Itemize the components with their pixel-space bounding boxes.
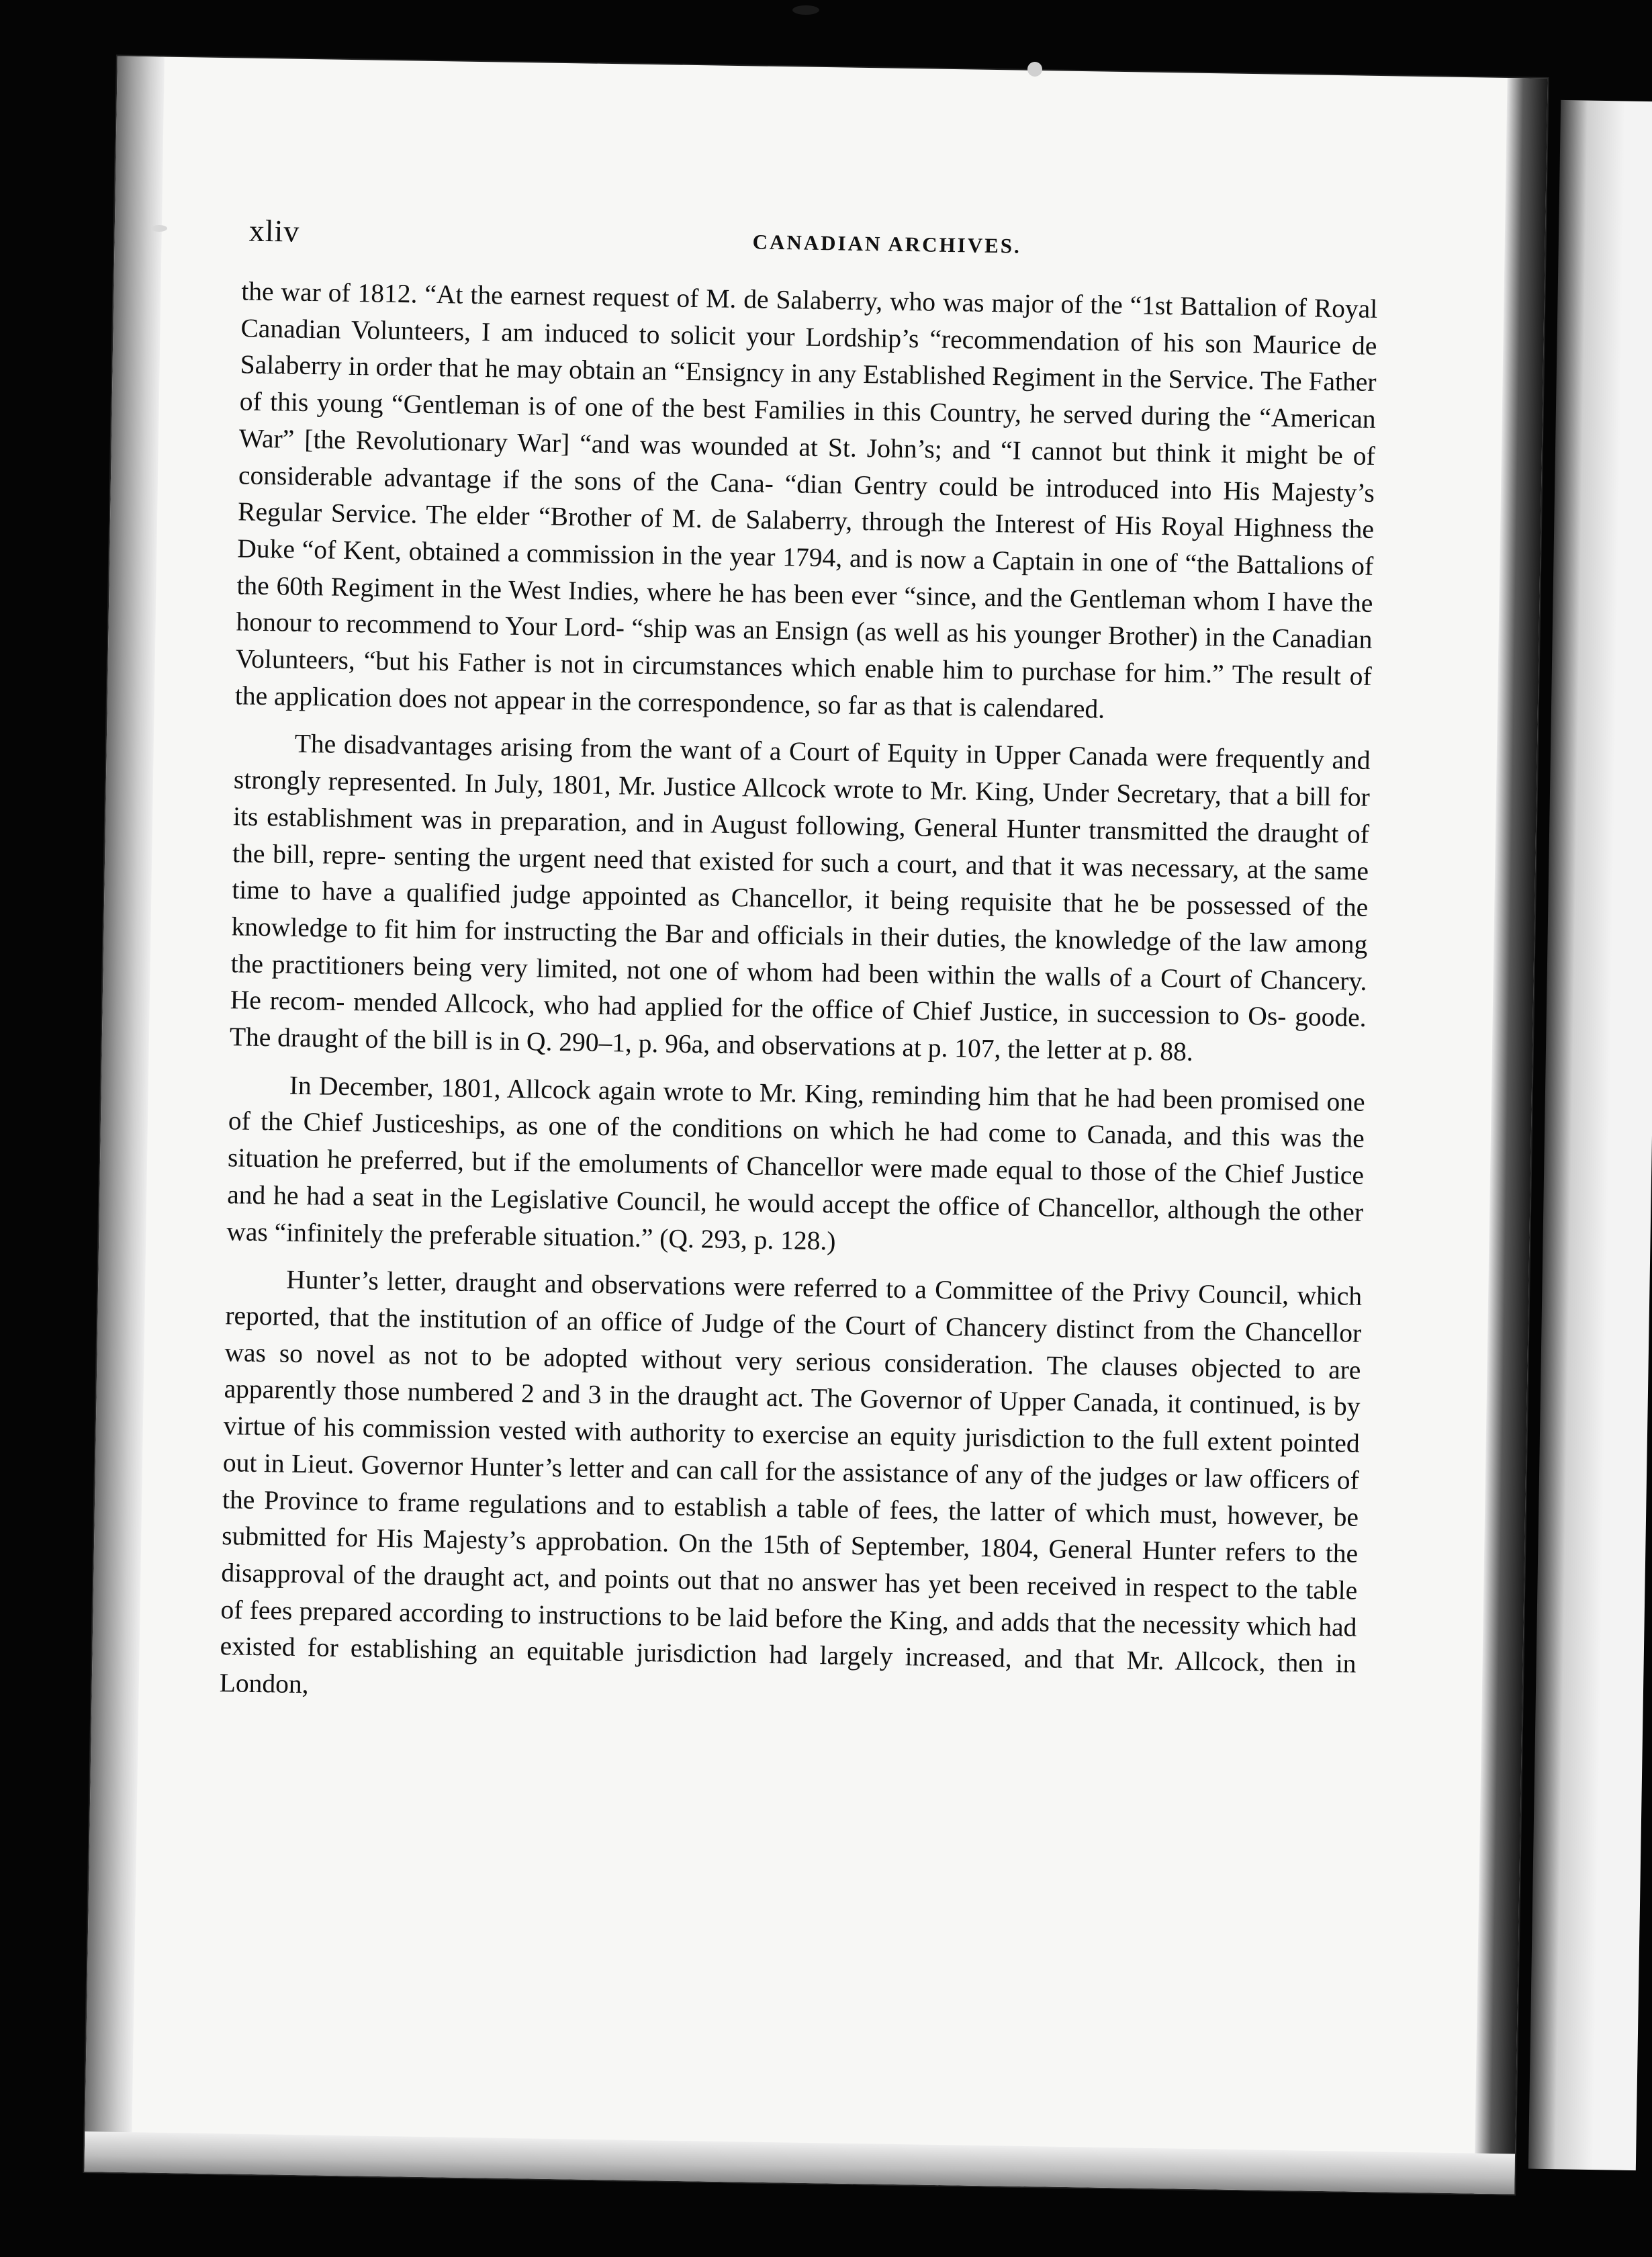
page-number: xliv — [248, 213, 300, 249]
running-head: CANADIAN ARCHIVES. — [752, 230, 1022, 258]
paragraph-court-of-equity: The disadvantages arising from the want of a Court of Equity in Upper Canada were frequently and strongly represented. In July, 1801, Mr. Justice Allcock wrote to Mr. King, Under Secretary, that a bill for its establishment was in preparation, and in August following, General Hunter transmitted the draught of the bill, repre- senting the urgent need that existed for such a court, and that it was necessary, at the same time to have a qualified judge appointed as Chancellor, it being requisite that he be possessed of the knowledge to fit him for instructing the Bar and officials in their duties, the knowledge of the law among the practitioners being very limited, not one of whom had been within the walls of a Court of Chancery. He recom- mended Allcock, who had applied for the office of Chief Justice, in succession to Os- goode. The draught of the bill is in Q. 290–1, p. 96a, and observations at p. 107, the letter at p. 88. — [229, 729, 1371, 1067]
body-text — [219, 273, 1377, 1719]
paragraph-privy-council: Hunter’s letter, draught and observations were referred to a Committee of the Privy Council, which reported, that the institution of an office of Judge of the Court of Chancery distinct from the Chancellor was so novel as not to be adopted without very serious consideration. The clauses objected to are apparently those numbered 2 and 3 in the draught act. The Governor of Upper Canada, it continued, is by virtue of his commission vested with authority to exercise an equity jurisdiction to the full extent pointed out in Lieut. Governor Hunter’s letter and can call for the assistance of any of the judges or law officers of the Province to frame regulations and to establish a table of fees, the latter of which must, however, be submitted for His Majesty’s approbation. On the 15th of September, 1804, General Hunter refers to the disapproval of the draught act, and points out that no answer has yet been received in respect to the table of fees prepared according to instructions to be laid before the King, and adds that the necessity which had existed for establishing an equitable jurisdiction had largely increased, and that Mr. Allcock, then in London, — [219, 1264, 1363, 1699]
scanned-page — [84, 56, 1547, 2194]
paragraph-allcock-december: In December, 1801, Allcock again wrote to Mr. King, reminding him that he had been promised one of the Chief Justiceships, as one of the conditions on which he had come to Canada, and this was the situation he preferred, but if the emoluments of Chancellor were made equal to those of the Chief Justice and he had a seat in the Legislative Council, he would accept the office of Chancellor, although the other was “infinitely the preferable situation.” (Q. 293, p. 128.) — [226, 1070, 1365, 1256]
scan-speck — [151, 225, 167, 232]
page-binding-edge — [84, 56, 164, 2172]
scan-speck — [1027, 62, 1042, 77]
adjacent-page-edge — [1528, 100, 1652, 2170]
page-bottom-edge — [84, 2131, 1515, 2194]
scan-speck — [792, 5, 819, 15]
page-header — [248, 213, 1458, 279]
paragraph-salaberry-letter: the war of 1812. “At the earnest request of M. de Salaberry, who was major of the “1st Battalion of Royal Canadian Volunteers, I am induced to solicit your Lordship’s “recommendation of his son Maurice de Salaberry in order that he may obtain an “Ensigncy in any Established Regiment in the Service. The Father of this young “Gentleman is of one of the best Families in this Country, he served during the “American War” [the Revolutionary War] “and was wounded at St. John’s; and “I cannot but think it might be of considerable advantage if the sons of the Cana- “dian Gentry could be introduced into His Majesty’s Regular Service. The elder “Brother of M. de Salaberry, through the Interest of His Royal Highness the Duke “of Kent, obtained a commission in the year 1794, and is now a Captain in one of “the Battalions of the 60th Regiment in the West Indies, where he has been ever “since, and the Gentleman whom I have the honour to recommend to Your Lord- “ship was an Ensign (as well as his younger Brother) in the Canadian Volunteers, “but his Father is not in circumstances which enable him to purchase for him.” The result of the application does not appear in the correspondence, so far as that is calendared. — [234, 276, 1378, 724]
